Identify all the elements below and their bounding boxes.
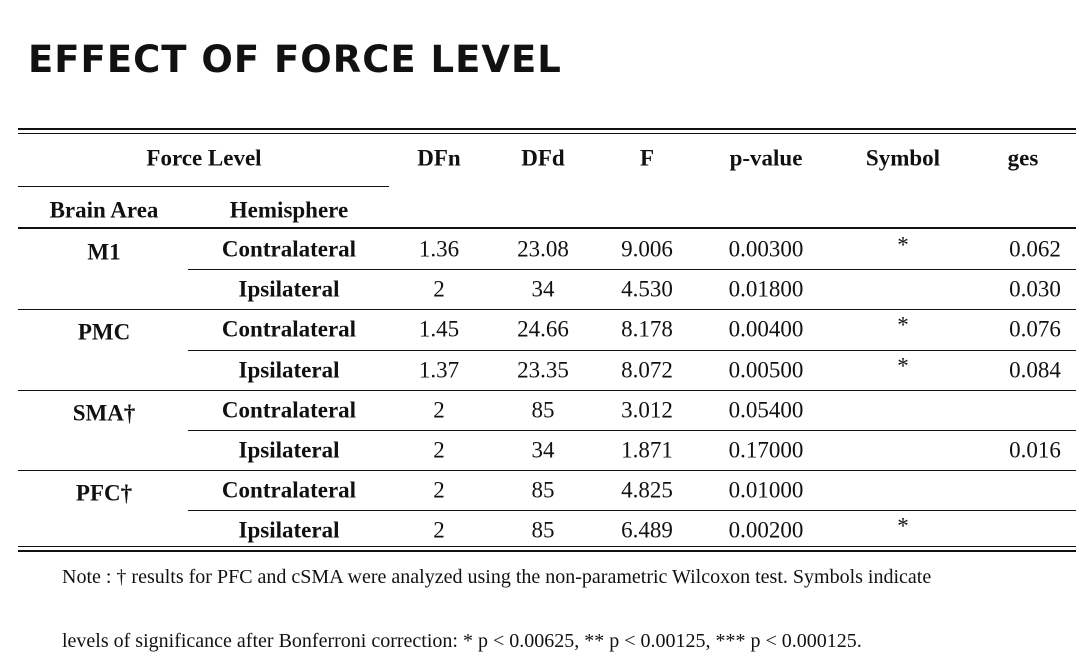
cell-f-value: 8.072: [621, 357, 673, 383]
brain-area-label: SMA†: [72, 400, 136, 426]
group-separator: [18, 390, 1076, 391]
header-dfn: DFn: [417, 145, 461, 171]
hemisphere-label: Contralateral: [221, 397, 357, 423]
cell-p-value: 0.00300: [728, 236, 804, 262]
cell-p-value: 0.01000: [728, 477, 804, 503]
hemisphere-label: Ipsilateral: [238, 357, 340, 383]
header-f: F: [639, 145, 655, 171]
cell-f-value: 9.006: [621, 236, 673, 262]
subheader-hemisphere: Hemisphere: [229, 197, 349, 223]
top-rule-inner: [18, 133, 1076, 134]
cell-symbol: *: [897, 312, 909, 338]
cell-ges: 0.016: [1009, 437, 1061, 463]
cell-symbol: *: [897, 353, 909, 379]
group-separator: [18, 309, 1076, 310]
cell-dfd: 85: [531, 477, 555, 503]
cell-dfn: 1.45: [418, 316, 460, 342]
cell-p-value: 0.05400: [728, 397, 804, 423]
brain-area-label: PFC†: [75, 480, 133, 506]
cell-dfd: 85: [531, 397, 555, 423]
bottom-rule-inner: [18, 546, 1076, 547]
hemisphere-label: Ipsilateral: [238, 437, 340, 463]
cell-p-value: 0.17000: [728, 437, 804, 463]
cell-dfn: 2: [433, 477, 445, 503]
top-rule: [18, 128, 1076, 130]
cell-dfd: 85: [531, 517, 555, 543]
subheader-brain-area: Brain Area: [49, 197, 159, 223]
note-line-1: Note : † results for PFC and cSMA were analyzed using the non-parametric Wilcoxon test. Symbols indicate: [62, 566, 932, 588]
cell-symbol: *: [897, 232, 909, 258]
header-ges: ges: [1007, 145, 1039, 171]
cell-dfd: 23.35: [517, 357, 569, 383]
hemisphere-label: Contralateral: [221, 477, 357, 503]
cell-dfd: 34: [531, 437, 555, 463]
brain-area-label: M1: [87, 239, 121, 265]
header-rule: [18, 227, 1076, 229]
cell-dfn: 1.36: [418, 236, 460, 262]
cell-ges: 0.076: [1009, 316, 1061, 342]
hemisphere-label: Contralateral: [221, 316, 357, 342]
hemisphere-label: Contralateral: [221, 236, 357, 262]
cell-ges: 0.062: [1009, 236, 1061, 262]
hemisphere-label: Ipsilateral: [238, 276, 340, 302]
group-separator: [18, 470, 1076, 471]
cell-dfd: 24.66: [517, 316, 569, 342]
row-separator: [188, 269, 1076, 270]
row-separator: [188, 510, 1076, 511]
note-line-2: levels of significance after Bonferroni correction: * p < 0.00625, ** p < 0.00125, *** p < 0.000125.: [62, 630, 862, 652]
row-separator: [188, 430, 1076, 431]
cell-p-value: 0.00400: [728, 316, 804, 342]
results-table: [18, 128, 1076, 552]
cell-dfd: 34: [531, 276, 555, 302]
hemisphere-label: Ipsilateral: [238, 517, 340, 543]
cell-dfn: 2: [433, 437, 445, 463]
page-title: EFFECT OF FORCE LEVEL: [28, 38, 562, 81]
header-symbol: Symbol: [865, 145, 941, 171]
header-p-value: p-value: [729, 145, 803, 171]
cell-f-value: 3.012: [621, 397, 673, 423]
bottom-rule: [18, 550, 1076, 552]
cell-ges: 0.030: [1009, 276, 1061, 302]
cell-dfn: 1.37: [418, 357, 460, 383]
cell-dfd: 23.08: [517, 236, 569, 262]
header-force-level: Force Level: [146, 145, 262, 171]
cell-f-value: 1.871: [621, 437, 673, 463]
cell-dfn: 2: [433, 276, 445, 302]
cell-symbol: *: [897, 513, 909, 539]
brain-area-label: PMC: [77, 319, 131, 345]
cell-f-value: 6.489: [621, 517, 673, 543]
cell-dfn: 2: [433, 397, 445, 423]
cell-f-value: 4.825: [621, 477, 673, 503]
cell-p-value: 0.00200: [728, 517, 804, 543]
cell-p-value: 0.01800: [728, 276, 804, 302]
cell-f-value: 8.178: [621, 316, 673, 342]
cell-p-value: 0.00500: [728, 357, 804, 383]
header-dfd: DFd: [521, 145, 565, 171]
cell-f-value: 4.530: [621, 276, 673, 302]
row-separator: [188, 350, 1076, 351]
cell-dfn: 2: [433, 517, 445, 543]
force-level-rule: [18, 186, 389, 187]
cell-ges: 0.084: [1009, 357, 1061, 383]
